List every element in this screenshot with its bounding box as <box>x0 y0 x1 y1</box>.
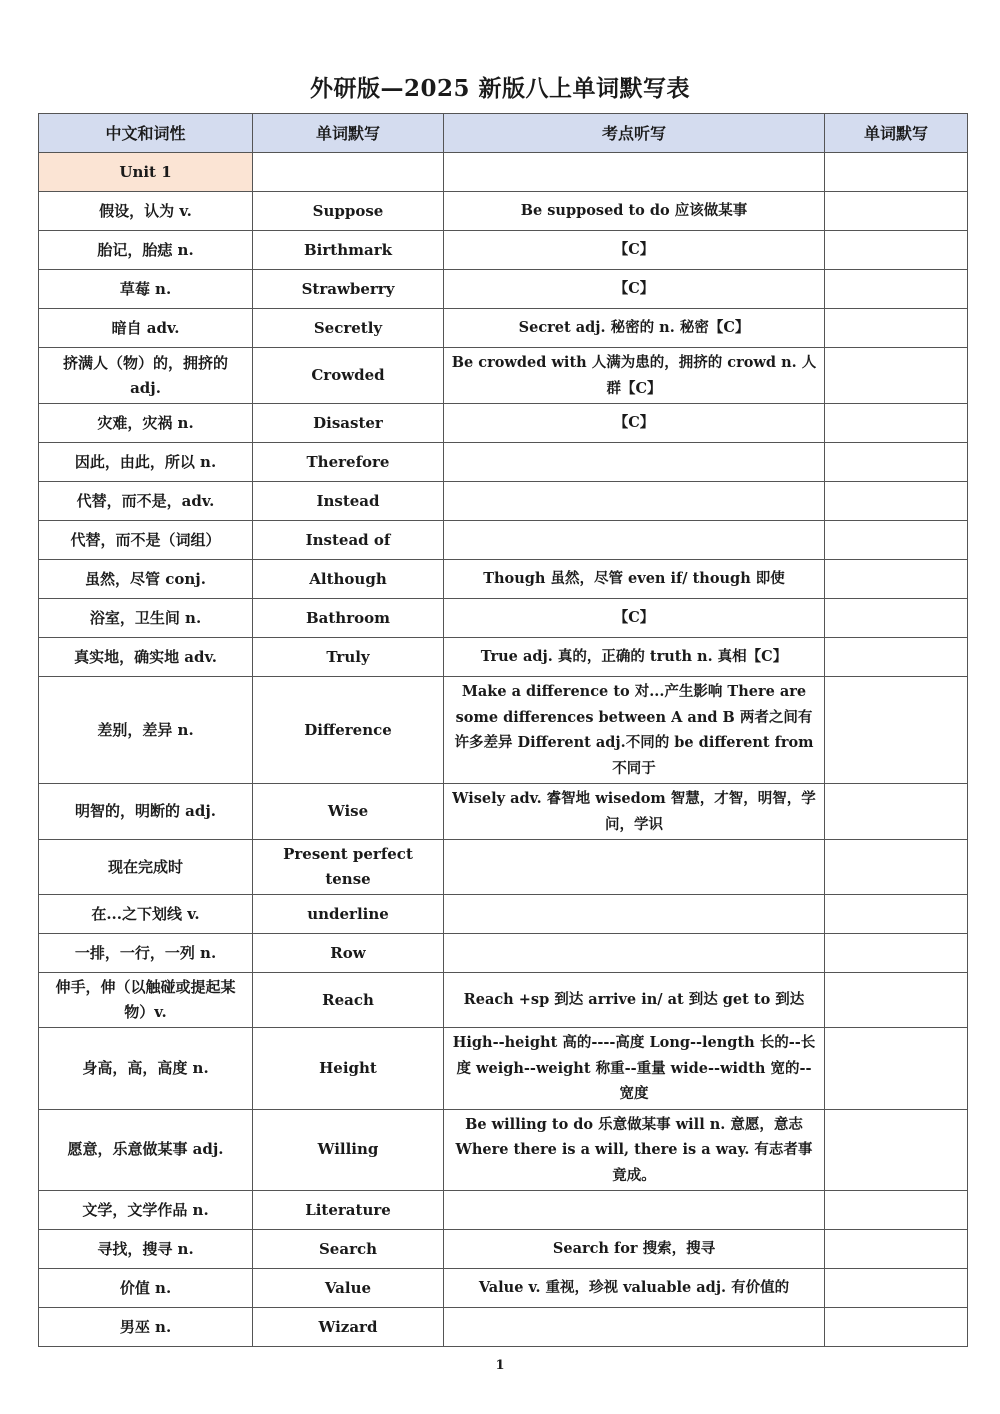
key-point-cell <box>444 482 825 521</box>
word-cell: Instead of <box>253 521 444 560</box>
dictation-cell <box>825 1230 968 1269</box>
word-cell: Wizard <box>253 1308 444 1347</box>
chinese-cell: 虽然，尽管 conj. <box>39 560 253 599</box>
chinese-cell: 差别，差异 n. <box>39 677 253 784</box>
dictation-cell <box>825 521 968 560</box>
word-cell: Truly <box>253 638 444 677</box>
word-cell: Strawberry <box>253 270 444 309</box>
key-point-cell <box>444 521 825 560</box>
chinese-cell: 浴室，卫生间 n. <box>39 599 253 638</box>
chinese-cell: 挤满人（物）的，拥挤的 adj. <box>39 348 253 404</box>
chinese-cell: 价值 n. <box>39 1269 253 1308</box>
word-cell: Reach <box>253 973 444 1028</box>
header-row <box>39 114 968 153</box>
table-cell <box>253 153 444 192</box>
dictation-cell <box>825 599 968 638</box>
table-body <box>39 153 968 1347</box>
table-row <box>39 1191 968 1230</box>
table-row <box>39 482 968 521</box>
chinese-cell: 一排，一行，一列 n. <box>39 934 253 973</box>
word-cell: Birthmark <box>253 231 444 270</box>
key-point-cell: Be supposed to do 应该做某事 <box>444 192 825 231</box>
word-cell: Instead <box>253 482 444 521</box>
key-point-cell: Search for 搜索，搜寻 <box>444 1230 825 1269</box>
dictation-cell <box>825 638 968 677</box>
dictation-cell <box>825 443 968 482</box>
dictation-cell <box>825 840 968 895</box>
vocabulary-table <box>38 113 968 1347</box>
table-row <box>39 934 968 973</box>
word-cell: Although <box>253 560 444 599</box>
table-row <box>39 443 968 482</box>
key-point-cell: 【C】 <box>444 599 825 638</box>
chinese-cell: 明智的，明断的 adj. <box>39 784 253 840</box>
dictation-cell <box>825 973 968 1028</box>
page-number: 1 <box>495 1358 505 1373</box>
key-point-cell <box>444 840 825 895</box>
table-row <box>39 1269 968 1308</box>
key-point-cell: Be crowded with 人满为患的，拥挤的 crowd n. 人群【C】 <box>444 348 825 404</box>
table-row <box>39 1109 968 1191</box>
dictation-cell <box>825 784 968 840</box>
chinese-cell: 在...之下划线 v. <box>39 895 253 934</box>
word-cell: underline <box>253 895 444 934</box>
word-cell: Difference <box>253 677 444 784</box>
word-cell: Value <box>253 1269 444 1308</box>
page-title: 外研版—2025 新版八上单词默写表 <box>309 75 691 102</box>
header-chinese-pos: 中文和词性 <box>39 114 253 153</box>
dictation-cell <box>825 1028 968 1110</box>
key-point-cell <box>444 443 825 482</box>
chinese-cell: 代替，而不是（词组） <box>39 521 253 560</box>
table-cell <box>444 153 825 192</box>
chinese-cell: 现在完成时 <box>39 840 253 895</box>
table-row <box>39 309 968 348</box>
chinese-cell: 男巫 n. <box>39 1308 253 1347</box>
dictation-cell <box>825 404 968 443</box>
table-cell <box>825 153 968 192</box>
chinese-cell: 草莓 n. <box>39 270 253 309</box>
dictation-cell <box>825 1269 968 1308</box>
chinese-cell: 因此，由此，所以 n. <box>39 443 253 482</box>
dictation-cell <box>825 677 968 784</box>
chinese-cell: 身高，高，高度 n. <box>39 1028 253 1110</box>
dictation-cell <box>825 192 968 231</box>
table-row <box>39 560 968 599</box>
chinese-cell: 文学，文学作品 n. <box>39 1191 253 1230</box>
dictation-cell <box>825 348 968 404</box>
dictation-cell <box>825 1109 968 1191</box>
word-cell: Height <box>253 1028 444 1110</box>
table-row <box>39 1028 968 1110</box>
word-cell: Search <box>253 1230 444 1269</box>
key-point-cell: 【C】 <box>444 231 825 270</box>
table-row <box>39 348 968 404</box>
key-point-cell: Though 虽然，尽管 even if/ though 即使 <box>444 560 825 599</box>
header-word-dictation: 单词默写 <box>253 114 444 153</box>
dictation-cell <box>825 895 968 934</box>
dictation-cell <box>825 934 968 973</box>
dictation-cell <box>825 482 968 521</box>
key-point-cell <box>444 1191 825 1230</box>
word-cell: Row <box>253 934 444 973</box>
key-point-cell: 【C】 <box>444 270 825 309</box>
unit-label: Unit 1 <box>39 153 253 192</box>
key-point-cell: Secret adj. 秘密的 n. 秘密【C】 <box>444 309 825 348</box>
chinese-cell: 灾难，灾祸 n. <box>39 404 253 443</box>
word-cell: Therefore <box>253 443 444 482</box>
dictation-cell <box>825 231 968 270</box>
word-cell: Present perfect tense <box>253 840 444 895</box>
word-cell: Literature <box>253 1191 444 1230</box>
table-row <box>39 1308 968 1347</box>
table-row <box>39 404 968 443</box>
unit-row <box>39 153 968 192</box>
word-cell: Wise <box>253 784 444 840</box>
chinese-cell: 真实地，确实地 adv. <box>39 638 253 677</box>
chinese-cell: 假设，认为 v. <box>39 192 253 231</box>
key-point-cell: 【C】 <box>444 404 825 443</box>
chinese-cell: 愿意，乐意做某事 adj. <box>39 1109 253 1191</box>
key-point-cell <box>444 895 825 934</box>
word-cell: Bathroom <box>253 599 444 638</box>
word-cell: Suppose <box>253 192 444 231</box>
key-point-cell: High--height 高的----高度 Long--length 长的--长度 weigh--weight 称重--重量 wide--width 宽的--宽度 <box>444 1028 825 1110</box>
table-row <box>39 895 968 934</box>
key-point-cell <box>444 1308 825 1347</box>
chinese-cell: 暗自 adv. <box>39 309 253 348</box>
table-row <box>39 677 968 784</box>
table-row <box>39 270 968 309</box>
chinese-cell: 胎记，胎痣 n. <box>39 231 253 270</box>
header-key-points: 考点听写 <box>444 114 825 153</box>
table-row <box>39 599 968 638</box>
table-row <box>39 1230 968 1269</box>
chinese-cell: 代替，而不是，adv. <box>39 482 253 521</box>
word-cell: Secretly <box>253 309 444 348</box>
key-point-cell: Be willing to do 乐意做某事 will n. 意愿，意志 Where there is a will, there is a way. 有志者事竟成。 <box>444 1109 825 1191</box>
chinese-cell: 伸手，伸（以触碰或提起某物）v. <box>39 973 253 1028</box>
key-point-cell: True adj. 真的，正确的 truth n. 真相【C】 <box>444 638 825 677</box>
key-point-cell: Value v. 重视，珍视 valuable adj. 有价值的 <box>444 1269 825 1308</box>
word-cell: Disaster <box>253 404 444 443</box>
dictation-cell <box>825 270 968 309</box>
table-row <box>39 840 968 895</box>
table-row <box>39 521 968 560</box>
key-point-cell: Reach +sp 到达 arrive in/ at 到达 get to 到达 <box>444 973 825 1028</box>
dictation-cell <box>825 560 968 599</box>
dictation-cell <box>825 1191 968 1230</box>
word-cell: Crowded <box>253 348 444 404</box>
key-point-cell: Wisely adv. 睿智地 wisedom 智慧，才智，明智，学问，学识 <box>444 784 825 840</box>
chinese-cell: 寻找，搜寻 n. <box>39 1230 253 1269</box>
header-word-dictation-2: 单词默写 <box>825 114 968 153</box>
table-row <box>39 192 968 231</box>
table-row <box>39 973 968 1028</box>
table-row <box>39 231 968 270</box>
table-row <box>39 784 968 840</box>
dictation-cell <box>825 1308 968 1347</box>
key-point-cell: Make a difference to 对...产生影响 There are some differences between A and B 两者之间有许多差异 Different adj.不同的 be different from 不同于 <box>444 677 825 784</box>
table-row <box>39 638 968 677</box>
key-point-cell <box>444 934 825 973</box>
word-cell: Willing <box>253 1109 444 1191</box>
dictation-cell <box>825 309 968 348</box>
